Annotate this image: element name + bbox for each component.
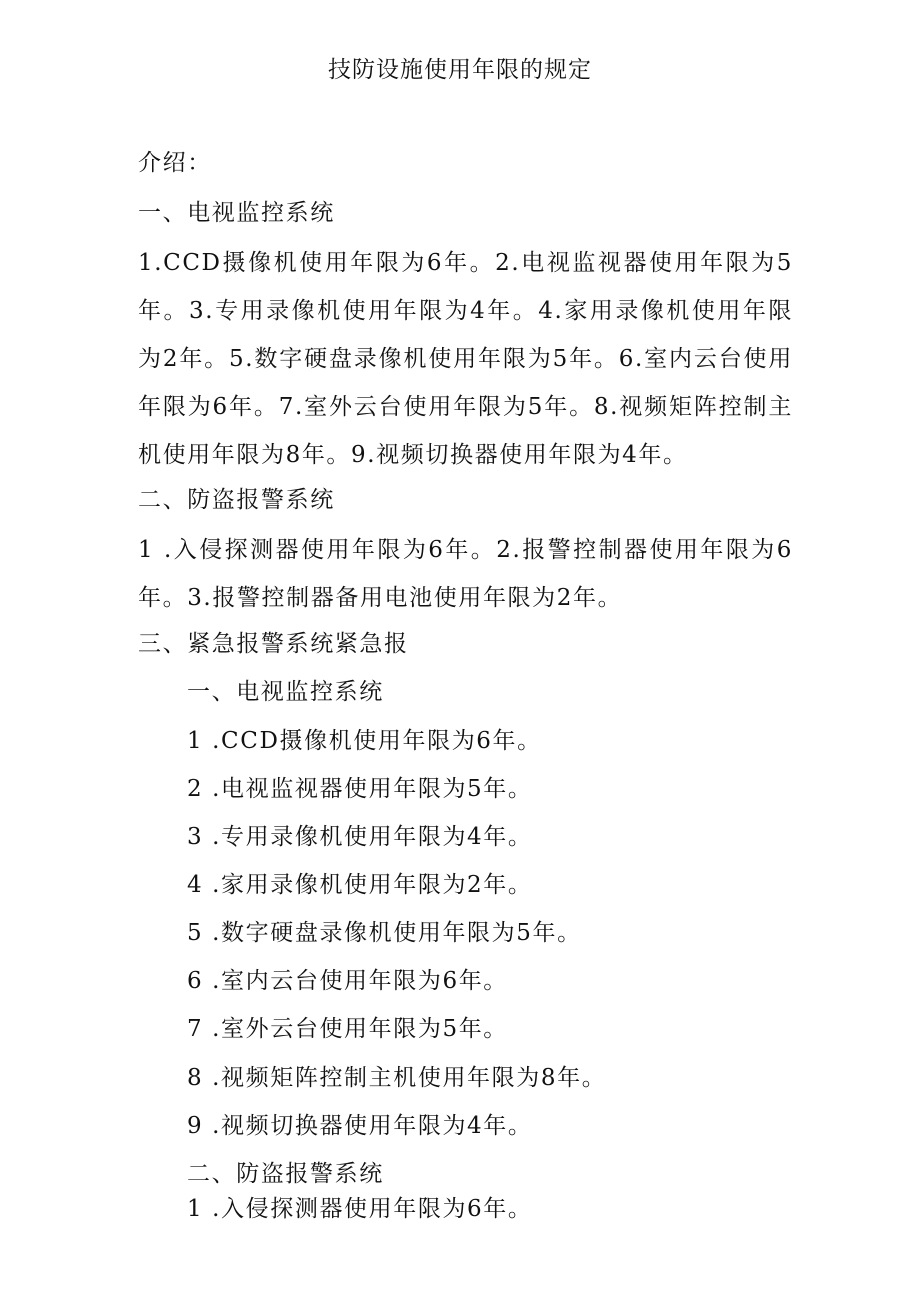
section-2-heading: 二、防盗报警系统 xyxy=(138,487,335,513)
list-item: 2 .电视监视器使用年限为5年。 xyxy=(187,776,533,802)
list-item: 8 .视频矩阵控制主机使用年限为8年。 xyxy=(187,1065,607,1091)
subsection-1-heading: 一、电视监控系统 xyxy=(187,679,384,705)
list-item: 6 .室内云台使用年限为6年。 xyxy=(187,968,508,994)
document-title: 技防设施使用年限的规定 xyxy=(328,57,592,83)
list-item: 4 .家用录像机使用年限为2年。 xyxy=(187,872,533,898)
list-item: 1 .入侵探测器使用年限为6年。 xyxy=(187,1196,533,1222)
list-item: 9 .视频切换器使用年限为4年。 xyxy=(187,1113,533,1139)
list-item: 3 .专用录像机使用年限为4年。 xyxy=(187,824,533,850)
section-3-heading: 三、紧急报警系统紧急报 xyxy=(138,631,409,657)
section-2-body: 1 .入侵探测器使用年限为6年。2.报警控制器使用年限为6年。3.报警控制器备用电池使用年限为2年。 xyxy=(138,537,793,611)
section-1-body: 1.CCD摄像机使用年限为6年。2.电视监视器使用年限为5年。3.专用录像机使用年限为4年。4.家用录像机使用年限为2年。5.数字硬盘录像机使用年限为5年。6.室内云台使用年限为6年。7.室外云台使用年限为5年。8.视频矩阵控制主机使用年限为8年。9.视频切换器使用年限为4年。 xyxy=(138,250,793,468)
section-1-heading: 一、电视监控系统 xyxy=(138,200,335,226)
list-item: 1 .CCD摄像机使用年限为6年。 xyxy=(187,728,542,754)
intro-label: 介绍： xyxy=(138,150,212,176)
list-item: 5 .数字硬盘录像机使用年限为5年。 xyxy=(187,920,582,946)
list-item: 7 .室外云台使用年限为5年。 xyxy=(187,1016,508,1042)
subsection-2-heading: 二、防盗报警系统 xyxy=(187,1161,384,1187)
